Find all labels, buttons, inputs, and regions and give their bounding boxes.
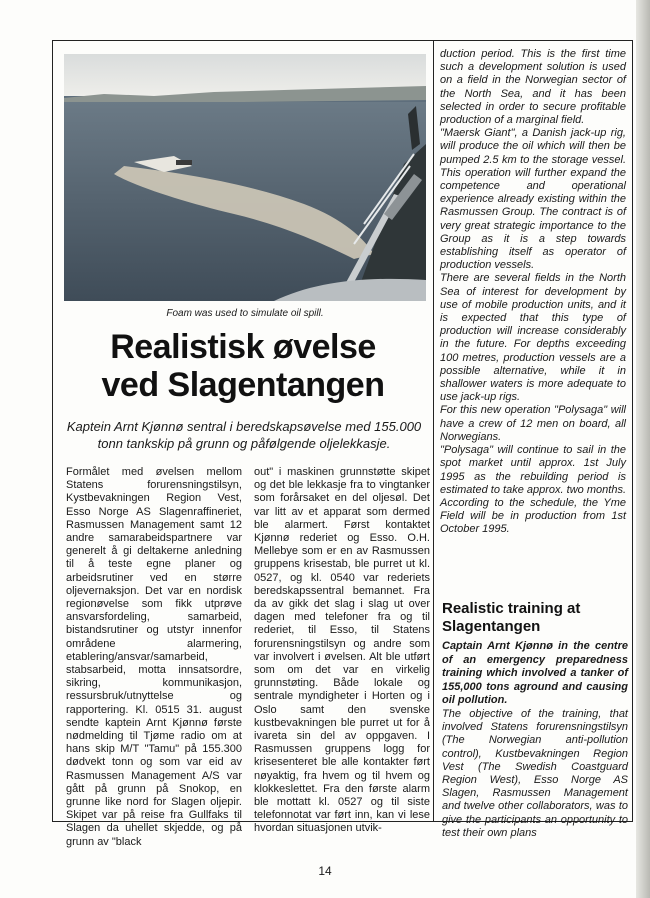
english-article-lead: Captain Arnt Kjønnø in the centre of an emergency preparedness training which involved a tanker of 155,000 tons aground and causing oil pollution. (442, 640, 628, 706)
paragraph: "Maersk Giant", a Danish jack-up rig, will produce the oil which will then be pumped 2.5 km to the storage vessel. This operation will further expand the competence and operational experience already existing within the Rasmussen Group. The contract is of very great strategic importance to the Group as it is a step towards establishing itself as operator of production vessels. (440, 127, 626, 272)
norwegian-text-column-2: out" i maskinen grunnstøtte skipet og det ble lekkasje fra to vingtanker som forårsaket en del oljesøl. Det var litt av et apparat som dermed ble alarmert. Først kontaktet Kjønnø rederiet og Esso. O.H. Mellebye som er en av Rasmussen gruppens krisestab, ble purret ut kl. 0527, og kl. 0540 var rederiets beredskapssentral bemannet. Fra da av gikk det slag i slag ut over dagen med telefoner fra og til rederiet, til Esso, til Statens forurensningstilsyn og andre som var involvert i øvelsen. Alt ble utført som om det var en virkelig grunnstøting. Både lokale og sentrale myndigheter i Horten og i Oslo samt den svenske kustbevakningen ble purret ut for å ivareta sin del av oppgaven. I Rasmussen gruppens logg for krisesenteret ble alle kontakter ført nøyaktig, fra hvem og til hvem og klokkeslettet. Fra den første alarm ble mottatt kl. 0527 og til siste telefonnotat var ført inn, kan vi lese hvordan situasjonen utvik- (254, 466, 430, 835)
english-article-title: Realistic training at Slagentangen (442, 600, 581, 635)
page-edge-shadow (636, 0, 650, 898)
photo-caption: Foam was used to simulate oil spill. (166, 308, 324, 319)
paragraph: "Polysaga" will continue to sail in the spot market until approx. 1st July 1995 as the rebuilding period is estimated to take approx. two months. According to the schedule, the Yme Field will be in production from 1st October 1995. (440, 444, 626, 536)
oil-spill-photo (64, 54, 426, 301)
article-subheading: Kaptein Arnt Kjønnø sentral i beredskapsøvelse med 155.000 tonn tankskip på grunn og påfølgende oljelekkasje. (66, 419, 422, 451)
paragraph: There are several fields in the North Sea of interest for development by use of mobile production units, and it is expected that this type of production will increase considerably in the future. For depths exceeding 100 metres, production vessels are a possible alternative, while it in shallower waters is more adequate to use jack-up rigs. (440, 272, 626, 404)
english-continuation-text (440, 48, 626, 537)
paragraph: duction period. This is the first time such a development solution is used on a field in the Norwegian sector of the North Sea, and it has been selected in order to secure profitable production of a marginal field. (440, 48, 626, 127)
article-headline (58, 328, 428, 404)
english-article-body: The objective of the training, that involved Statens forurensningstilsyn (The Norwegian anti-pollution control), Kustbevakningen Region Vest (The Swedish Coastguard Region West), Esso Norge AS Slagen, Rasmussen Management and twelve other collaborators, was to give the participants an opportunity to test their own plans (442, 708, 628, 839)
norwegian-text-column-1: Formålet med øvelsen mellom Statens forurensningstilsyn, Kystbevakningen Region Vest, Esso Norge AS Slagenraffineriet, Rasmussen Management samt 12 andre samarabeidspartnere var generelt å gi deltakerne anledning til å teste egne planer og arbeidsrutiner ved en større oljevernaksjon. Det var en nordisk regionøvelse som fikk utprøve ansvarsfordeling, samarbeid, bistandsrutiner og utstyr innenfor områdene alarmering, etablering/ansvar/samarbeid, stabsarbeid, motta innsatsordre, sikring, kommunikasjon, ressursbruk/utnyttelse og rapportering. Kl. 0515 31. august sendte kaptein Arnt Kjønnø første nødmelding til Tjøme radio om at hans skip M/T "Tamu" på 155.300 dødvekt tonn og som var eid av Rasmussen Management A/S var gått på grunn på Snokop, en grunne like nord for Slagen oljepir. Skipet var på reise fra Gullfaks til Slagen da uhellet skjedde, og på grunn av "black (66, 466, 242, 848)
headline-line-1: Realistisk øvelse (110, 328, 376, 366)
paragraph: For this new operation "Polysaga" will have a crew of 12 men on board, all Norwegians. (440, 404, 626, 443)
page-number: 14 (318, 864, 332, 878)
headline-line-2: ved Slagentangen (101, 366, 385, 404)
photo-illustration (64, 54, 426, 301)
